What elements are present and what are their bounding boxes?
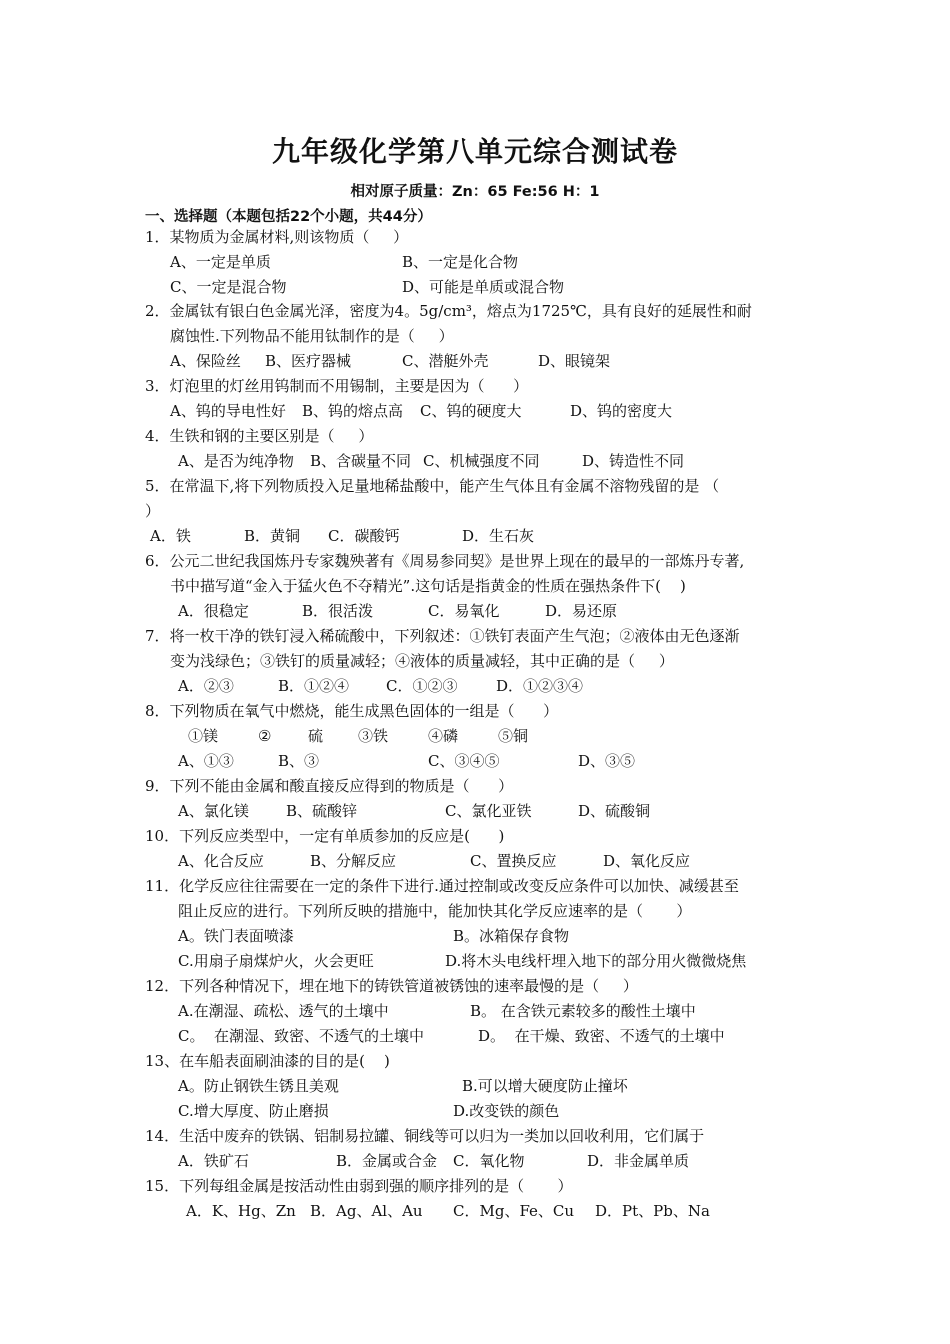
question-12-option-b: B。 在含铁元素较多的酸性土壤中: [470, 1002, 696, 1020]
question-12-option-c: C。 在潮湿、致密、不透气的土壤中: [178, 1027, 425, 1045]
question-10-stem: 10．下列反应类型中，一定有单质参加的反应是( ): [145, 827, 505, 845]
question-10-option-a: A、化合反应: [178, 852, 264, 870]
atomic-mass-note: 相对原子质量：Zn：65 Fe:56 H：1: [350, 184, 600, 200]
question-2-option-a: A、保险丝: [170, 352, 241, 370]
question-1-option-c: C、一定是混合物: [170, 278, 287, 296]
question-1-option-d: D、可能是单质或混合物: [402, 278, 565, 296]
question-12-option-a: A.在潮湿、疏松、透气的土壤中: [178, 1002, 389, 1020]
question-6-option-a: A．很稳定: [178, 602, 249, 620]
question-4-option-c: C、机械强度不同: [423, 452, 540, 470]
question-2-stem: 2．金属钛有银白色金属光泽，密度为4。5g/cm³，熔点为1725℃，具有良好的延展性和耐: [145, 302, 752, 320]
question-5-option-d: D．生石灰: [462, 527, 535, 545]
question-7-option-c: C．①②③: [386, 677, 458, 695]
question-14-stem: 14．生活中废弃的铁锅、铝制易拉罐、铜线等可以归为一类加以回收利用，它们属于: [145, 1127, 705, 1145]
question-1-stem: 1．某物质为金属材料,则该物质（ ）: [145, 228, 409, 246]
question-2-stem-cont: 腐蚀性.下列物品不能用钛制作的是（ ）: [170, 327, 454, 345]
question-13-stem: 13、在车船表面刷油漆的目的是( ): [145, 1052, 390, 1070]
question-4-option-a: A、是否为纯净物: [178, 452, 294, 470]
question-8-item-5: ⑤铜: [498, 727, 529, 745]
question-2-option-c: C、潜艇外壳: [402, 352, 489, 370]
question-13-option-b: B.可以增大硬度防止撞坏: [462, 1077, 628, 1095]
question-12-stem: 12．下列各种情况下，埋在地下的铸铁管道被锈蚀的速率最慢的是（ ）: [145, 977, 638, 995]
question-8-item-1: ①镁: [188, 727, 219, 745]
question-7-stem-cont: 变为浅绿色；③铁钉的质量减轻；④液体的质量减轻，其中正确的是（ ）: [170, 652, 674, 670]
question-8-item-2-text: 硫: [308, 727, 324, 745]
question-2-option-b: B、医疗器械: [265, 352, 352, 370]
question-5-stem: 5．在常温下,将下列物质投入足量地稀盐酸中，能产生气体且有金属不溶物残留的是 （: [145, 477, 720, 495]
question-3-option-a: A、钨的导电性好: [170, 402, 286, 420]
question-7-option-a: A．②③: [178, 677, 234, 695]
question-9-option-b: B、硫酸锌: [286, 802, 358, 820]
question-14-option-c: C．氧化物: [453, 1152, 525, 1170]
question-5-stem-cont: ）: [145, 502, 161, 520]
question-8-item-3: ③铁: [358, 727, 389, 745]
question-15-option-d: D．Pt、Pb、Na: [595, 1202, 710, 1220]
question-8-option-b: B、③: [278, 752, 320, 770]
question-15-option-c: C．Mg、Fe、Cu: [453, 1202, 575, 1220]
question-4-option-d: D、铸造性不同: [582, 452, 685, 470]
page-title: 九年级化学第八单元综合测试卷: [271, 135, 678, 168]
question-8-item-4: ④磷: [428, 727, 459, 745]
question-4-option-b: B、含碳量不同: [310, 452, 412, 470]
question-6-option-d: D．易还原: [545, 602, 618, 620]
question-9-option-c: C、氯化亚铁: [445, 802, 532, 820]
question-5-option-c: C．碳酸钙: [328, 527, 400, 545]
question-6-option-b: B．很活泼: [302, 602, 374, 620]
question-2-option-d: D、眼镜架: [538, 352, 611, 370]
question-6-stem-cont: 书中描写道“金入于猛火色不夺精光”.这句话是指黄金的性质在强热条件下( ): [170, 577, 686, 595]
question-10-option-d: D、氧化反应: [603, 852, 691, 870]
question-14-option-a: A．铁矿石: [178, 1152, 249, 1170]
question-8-option-c: C、③④⑤: [428, 752, 500, 770]
question-6-option-c: C．易氧化: [428, 602, 500, 620]
question-11-option-a: A。铁门表面喷漆: [178, 927, 294, 945]
question-14-option-b: B．金属或合金: [336, 1152, 438, 1170]
question-4-stem: 4．生铁和钢的主要区别是（ ）: [145, 427, 374, 445]
question-11-stem: 11．化学反应往往需要在一定的条件下进行.通过控制或改变反应条件可以加快、减缓甚至: [145, 877, 739, 895]
question-8-stem: 8．下列物质在氧气中燃烧，能生成黑色固体的一组是（ ）: [145, 702, 559, 720]
question-3-option-c: C、钨的硬度大: [420, 402, 522, 420]
question-3-stem: 3．灯泡里的灯丝用钨制而不用锡制，主要是因为（ ）: [145, 377, 529, 395]
question-1-option-b: B、一定是化合物: [402, 253, 519, 271]
question-11-stem-cont: 阻止反应的进行。下列所反映的措施中，能加快其化学反应速率的是（ ）: [178, 902, 692, 920]
question-1-option-a: A、一定是单质: [170, 253, 271, 271]
question-3-option-d: D、钨的密度大: [570, 402, 673, 420]
question-14-option-d: D．非金属单质: [587, 1152, 690, 1170]
question-9-option-a: A、氯化镁: [178, 802, 249, 820]
question-15-option-a: A．K、Hg、Zn: [186, 1202, 296, 1220]
question-11-option-b: B。冰箱保存食物: [453, 927, 570, 945]
question-7-option-d: D．①②③④: [496, 677, 584, 695]
question-8-option-d: D、③⑤: [578, 752, 636, 770]
question-8-option-a: A、①③: [178, 752, 234, 770]
question-13-option-c: C.增大厚度、防止磨损: [178, 1102, 329, 1120]
question-7-option-b: B．①②④: [278, 677, 350, 695]
section-heading: 一、选择题（本题包括22个小题，共44分）: [145, 209, 432, 225]
question-11-option-d: D.将木头电线杆埋入地下的部分用火微微烧焦: [445, 952, 747, 970]
question-10-option-b: B、分解反应: [310, 852, 397, 870]
question-3-option-b: B、钨的熔点高: [302, 402, 404, 420]
question-7-stem: 7．将一枚干净的铁钉浸入稀硫酸中，下列叙述：①铁钉表面产生气泡；②液体由无色逐渐: [145, 627, 740, 645]
question-15-option-b: B．Ag、Al、Au: [310, 1202, 423, 1220]
question-13-option-d: D.改变铁的颜色: [453, 1102, 560, 1120]
question-13-option-a: A。防止钢铁生锈且美观: [178, 1077, 339, 1095]
question-6-stem: 6．公元二世纪我国炼丹专家魏殃著有《周易参同契》是世界上现在的最早的一部炼丹专著,: [145, 552, 745, 570]
question-12-option-d: D。 在干燥、致密、不透气的土壤中: [478, 1027, 725, 1045]
question-10-option-c: C、置换反应: [470, 852, 557, 870]
question-15-stem: 15．下列每组金属是按活动性由弱到强的顺序排列的是（ ）: [145, 1177, 573, 1195]
question-5-option-a: A．铁: [150, 527, 191, 545]
question-5-option-b: B．黄铜: [244, 527, 301, 545]
question-9-option-d: D、硫酸铜: [578, 802, 651, 820]
question-8-item-2: ②: [258, 727, 272, 745]
question-9-stem: 9．下列不能由金属和酸直接反应得到的物质是（ ）: [145, 777, 514, 795]
question-11-option-c: C.用扇子扇煤炉火，火会更旺: [178, 952, 374, 970]
